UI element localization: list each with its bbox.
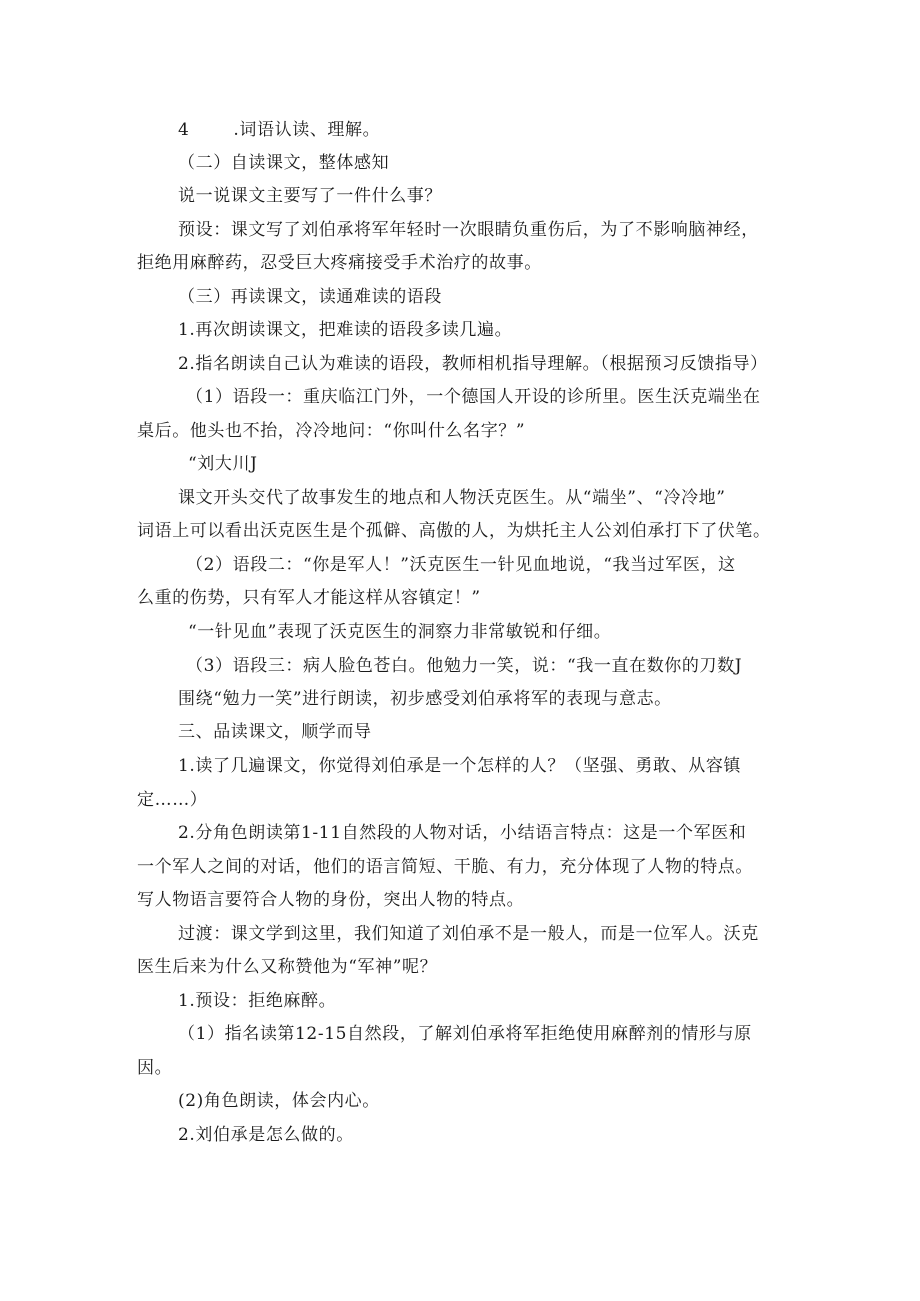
line-08: 2.指名朗读自己认为难读的语段，教师相机指导理解。（根据预习反馈指导） [178,354,768,374]
line-18: 围绕“勉力一笑”进行朗读，初步感受刘伯承将军的表现与意志。 [178,689,672,709]
line-23: 一个军人之间的对话，他们的语言简短、干脆、有力，充分体现了人物的特点。 [137,857,753,877]
line-11: “刘大川J [188,454,258,474]
line-27: 1.预设：拒绝麻醉。 [178,991,337,1011]
line-19: 三、品读课文，顺学而导 [178,722,372,742]
line-03: 说一说课文主要写了一件什么事？ [178,186,442,206]
line-10: 桌后。他头也不抬，冷冷地问：“你叫什么名字？” [137,421,526,441]
line-16: “一针见血”表现了沃克医生的洞察力非常敏锐和仔细。 [188,622,612,642]
line-06: （三）再读课文，读通难读的语段 [178,287,442,307]
item-number: 4 [178,120,190,140]
line-14: （2）语段二：“你是军人！”沃克医生一针见血地说，“我当过军医，这 [186,555,736,575]
line-04: 预设：课文写了刘伯承将军年轻时一次眼睛负重伤后，为了不影响脑神经， [178,220,759,240]
line-01 [178,118,380,142]
line-09: （1）语段一：重庆临江门外，一个德国人开设的诊所里。医生沃克端坐在 [186,387,761,407]
line-13: 词语上可以看出沃克医生是个孤僻、高傲的人，为烘托主人公刘伯承打下了伏笔。 [137,521,771,541]
line-05: 拒绝用麻醉药，忍受巨大疼痛接受手术治疗的故事。 [137,253,542,273]
line-15: 么重的伤势，只有军人才能这样从容镇定！” [137,588,481,608]
line-29: 因。 [137,1058,173,1078]
line-17: （3）语段三：病人脸色苍白。他勉力一笑，说：“我一直在数你的刀数J [186,656,743,676]
line-30: (2)角色朗读，体会内心。 [178,1091,380,1111]
line-26: 医生后来为什么又称赞他为“军神”呢？ [137,957,438,977]
line-20: 1.读了几遍课文，你觉得刘伯承是一个怎样的人？（坚强、勇敢、从容镇 [178,756,742,776]
line-31: 2.刘伯承是怎么做的。 [178,1125,354,1145]
line-25: 过渡：课文学到这里，我们知道了刘伯承不是一般人，而是一位军人。沃克 [178,924,759,944]
line-02: （二）自读课文，整体感知 [178,153,390,173]
item-text: .词语认读、理解。 [233,120,381,140]
line-28: （1）指名读第12-15自然段，了解刘伯承将军拒绝使用麻醉剂的情形与原 [178,1024,752,1044]
line-21: 定……） [137,790,208,810]
line-12: 课文开头交代了故事发生的地点和人物沃克医生。从“端坐”、“冷冷地” [178,488,726,508]
line-07: 1.再次朗读课文，把难读的语段多读几遍。 [178,320,513,340]
line-24: 写人物语言要符合人物的身份，突出人物的特点。 [137,890,525,910]
line-22: 2.分角色朗读第1-11自然段的人物对话，小结语言特点：这是一个军医和 [178,823,747,843]
